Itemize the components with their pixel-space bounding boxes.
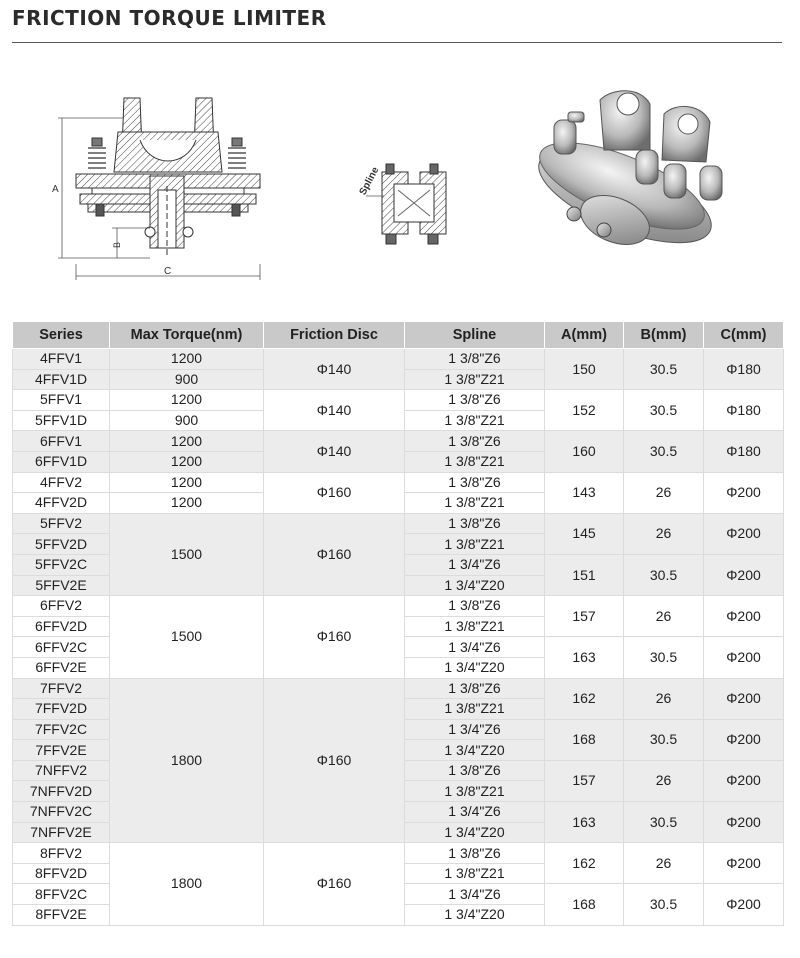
max-torque-cell: 1200 [110,472,264,493]
spline-cell: 1 3/4"Z20 [405,905,545,926]
header-series: Series [13,322,110,349]
b-mm-cell: 30.5 [624,349,704,390]
spline-cell: 1 3/8"Z6 [405,843,545,864]
c-mm-cell: Φ200 [704,637,784,678]
series-cell: 7NFFV2C [13,802,110,823]
header-c-mm: C(mm) [704,322,784,349]
header-max-torque: Max Torque(nm) [110,322,264,349]
b-mm-cell: 30.5 [624,390,704,431]
spline-cell: 1 3/4"Z20 [405,822,545,843]
a-mm-cell: 163 [545,637,624,678]
series-cell: 5FFV2D [13,534,110,555]
spline-cell: 1 3/4"Z6 [405,719,545,740]
c-mm-cell: Φ200 [704,719,784,760]
b-mm-cell: 30.5 [624,802,704,843]
max-torque-cell: 1500 [110,596,264,678]
header-spline: Spline [405,322,545,349]
series-cell: 4FFV2 [13,472,110,493]
table-row [13,349,784,370]
c-mm-cell: Φ180 [704,431,784,472]
b-mm-cell: 30.5 [624,431,704,472]
c-mm-cell: Φ200 [704,472,784,513]
series-cell: 6FFV1 [13,431,110,452]
spline-cell: 1 3/4"Z6 [405,554,545,575]
spline-cell: 1 3/8"Z21 [405,616,545,637]
max-torque-cell: 1200 [110,493,264,514]
page-title: FRICTION TORQUE LIMITER [12,6,327,30]
series-cell: 7FFV2 [13,678,110,699]
c-mm-cell: Φ200 [704,843,784,884]
max-torque-cell: 1200 [110,390,264,411]
table-row [13,431,784,452]
c-mm-cell: Φ180 [704,390,784,431]
series-cell: 6FFV2C [13,637,110,658]
b-mm-cell: 30.5 [624,637,704,678]
a-mm-cell: 150 [545,349,624,390]
friction-disc-cell: Φ140 [264,349,405,390]
spline-cell: 1 3/8"Z21 [405,781,545,802]
torque-limiter-render [527,91,723,262]
friction-disc-cell: Φ160 [264,596,405,678]
friction-disc-cell: Φ140 [264,431,405,472]
section-view-drawing [58,98,260,280]
a-mm-cell: 145 [545,513,624,554]
series-cell: 5FFV2C [13,554,110,575]
spline-cell: 1 3/8"Z21 [405,534,545,555]
c-mm-cell: Φ200 [704,884,784,925]
max-torque-cell: 1800 [110,678,264,843]
max-torque-cell: 900 [110,410,264,431]
spline-cell: 1 3/8"Z6 [405,513,545,534]
series-cell: 4FFV2D [13,493,110,514]
header-b-mm: B(mm) [624,322,704,349]
title-divider [12,42,782,43]
b-mm-cell: 26 [624,596,704,637]
dimension-b-label: B [112,241,122,248]
series-cell: 5FFV1 [13,390,110,411]
a-mm-cell: 168 [545,884,624,925]
a-mm-cell: 157 [545,596,624,637]
b-mm-cell: 26 [624,513,704,554]
friction-disc-cell: Φ160 [264,472,405,513]
spline-cell: 1 3/4"Z20 [405,740,545,761]
series-cell: 8FFV2D [13,863,110,884]
series-cell: 8FFV2 [13,843,110,864]
series-cell: 8FFV2C [13,884,110,905]
spline-cell: 1 3/4"Z20 [405,575,545,596]
table-row [13,678,784,699]
max-torque-cell: 1200 [110,431,264,452]
max-torque-cell: 1200 [110,349,264,370]
series-cell: 7FFV2C [13,719,110,740]
a-mm-cell: 152 [545,390,624,431]
series-cell: 7NFFV2D [13,781,110,802]
spline-cell: 1 3/8"Z6 [405,431,545,452]
a-mm-cell: 162 [545,843,624,884]
a-mm-cell: 160 [545,431,624,472]
spline-cell: 1 3/8"Z21 [405,699,545,720]
c-mm-cell: Φ200 [704,554,784,595]
dimension-c-label: C [164,266,172,277]
a-mm-cell: 162 [545,678,624,719]
c-mm-cell: Φ200 [704,760,784,801]
table-row [13,596,784,617]
c-mm-cell: Φ200 [704,513,784,554]
b-mm-cell: 26 [624,760,704,801]
c-mm-cell: Φ200 [704,596,784,637]
max-torque-cell: 1500 [110,513,264,595]
series-cell: 8FFV2E [13,905,110,926]
spline-cell: 1 3/8"Z6 [405,678,545,699]
a-mm-cell: 143 [545,472,624,513]
max-torque-cell: 1800 [110,843,264,925]
spline-cell: 1 3/8"Z21 [405,493,545,514]
series-cell: 7FFV2D [13,699,110,720]
spline-cell: 1 3/4"Z20 [405,657,545,678]
a-mm-cell: 168 [545,719,624,760]
b-mm-cell: 30.5 [624,719,704,760]
series-cell: 5FFV2E [13,575,110,596]
spline-cell: 1 3/4"Z6 [405,884,545,905]
series-cell: 7NFFV2 [13,760,110,781]
a-mm-cell: 157 [545,760,624,801]
series-cell: 5FFV2 [13,513,110,534]
series-cell: 4FFV1 [13,349,110,370]
friction-disc-cell: Φ140 [264,390,405,431]
series-cell: 6FFV2 [13,596,110,617]
series-cell: 6FFV2E [13,657,110,678]
c-mm-cell: Φ200 [704,678,784,719]
a-mm-cell: 151 [545,554,624,595]
table-header-row [13,322,784,349]
spline-cell: 1 3/8"Z6 [405,390,545,411]
spline-cell: 1 3/8"Z6 [405,596,545,617]
dimension-a-label: A [52,184,59,195]
friction-disc-cell: Φ160 [264,843,405,925]
b-mm-cell: 30.5 [624,884,704,925]
table-row [13,843,784,864]
spline-cell: 1 3/4"Z6 [405,802,545,823]
table-row [13,472,784,493]
series-cell: 7FFV2E [13,740,110,761]
series-cell: 5FFV1D [13,410,110,431]
spline-cell: 1 3/8"Z21 [405,863,545,884]
spline-cell: 1 3/8"Z6 [405,349,545,370]
friction-disc-cell: Φ160 [264,513,405,595]
spline-label: Spline [357,165,382,198]
friction-disc-cell: Φ160 [264,678,405,843]
c-mm-cell: Φ180 [704,349,784,390]
technical-drawings [0,44,800,314]
max-torque-cell: 900 [110,369,264,390]
b-mm-cell: 26 [624,678,704,719]
a-mm-cell: 163 [545,802,624,843]
max-torque-cell: 1200 [110,451,264,472]
spline-cell: 1 3/8"Z6 [405,472,545,493]
spline-cell: 1 3/8"Z6 [405,760,545,781]
header-friction-disc: Friction Disc [264,322,405,349]
spline-cell: 1 3/8"Z21 [405,410,545,431]
spline-cell: 1 3/4"Z6 [405,637,545,658]
c-mm-cell: Φ200 [704,802,784,843]
specification-table [12,321,784,926]
series-cell: 6FFV2D [13,616,110,637]
series-cell: 4FFV1D [13,369,110,390]
table-row [13,390,784,411]
spline-cell: 1 3/8"Z21 [405,369,545,390]
header-a-mm: A(mm) [545,322,624,349]
b-mm-cell: 30.5 [624,554,704,595]
table-row [13,513,784,534]
series-cell: 7NFFV2E [13,822,110,843]
spline-cell: 1 3/8"Z21 [405,451,545,472]
b-mm-cell: 26 [624,472,704,513]
b-mm-cell: 26 [624,843,704,884]
series-cell: 6FFV1D [13,451,110,472]
